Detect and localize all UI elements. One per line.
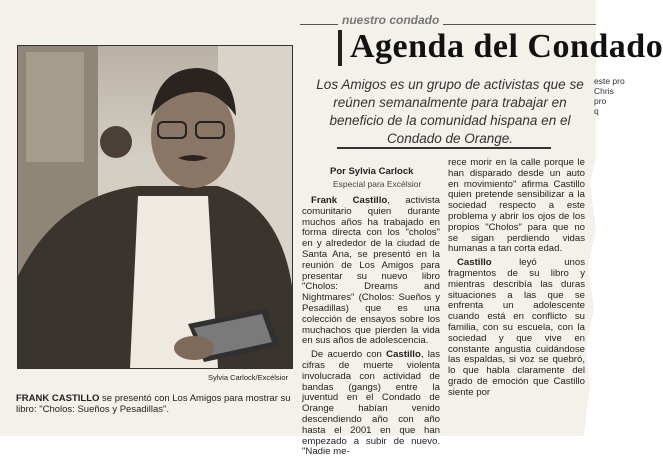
article-column-2 — [448, 158, 585, 402]
photo-illustration — [18, 46, 292, 368]
adjacent-line: este pro — [594, 76, 625, 86]
article-paragraph: Frank Castillo, activista comunitario quien durante muchos años ha trabajado en forma directa con los "cholos" en y alrededor de la ciudad de Santa Ana, se presentó en la reunión de Los Amigos para presentar su nuevo libro "Cholos: Dreams and Nightmares" (Cholos: Sueños y Pesadillas) que es una colección de ensayos sobre los muchachos que pierden la vida en sus años de adolescencia. — [302, 195, 440, 347]
caption-text: se presentó con Los Amigos para mostrar su libro: "Cholos: Sueños y Pesadillas". — [16, 393, 291, 415]
adjacent-line: Chris — [594, 86, 614, 96]
section-label: nuestro condado — [338, 13, 443, 27]
article-paragraph: Castillo leyó unos fragmentos de su libro y mientras describía las duras situaciones a las que se enfrenta un adolescente cuando está en conflicto su familia, con su escuela, con la sociedad y que vive en constante angustia cuidándose las espaldas, si voz se quebró, lo que habla claramente del grado de emoción que Castillo siente por — [448, 257, 585, 398]
person-name: Frank Castillo — [311, 195, 388, 206]
adjacent-column — [594, 76, 634, 116]
article-paragraph: rece morir en la calle porque le han disparado desde un auto en movimiento" afirma Castillo quien pretende sensibilizar a la sociedad respecto a este problema y abrir los ojos de los propios "Cholos" para que no se sigan perdiendo vidas humanas a tan corta edad. — [448, 157, 585, 255]
person-name: Castillo — [457, 257, 492, 269]
photo-caption — [16, 393, 298, 415]
headline: Agenda del Condado — [350, 28, 663, 65]
byline: Por Sylvia Carlock — [330, 166, 414, 177]
deck-subheading: Los Amigos es un grupo de activistas que se reúnen semanalmente para trabajar en beneficio de la comunidad hispana en el Condado de Orange. — [316, 77, 584, 146]
adjacent-line: q — [594, 106, 599, 116]
photo-frank-castillo — [17, 45, 293, 369]
headline-accent-rule — [338, 30, 342, 66]
person-name: Castillo — [386, 349, 421, 361]
byline-role: Especial para Excélsior — [333, 179, 422, 189]
photo-credit: Sylvia Carlock/Excélsior — [208, 373, 289, 382]
adjacent-line: pro — [594, 96, 607, 106]
article-paragraph: De acuerdo con Castillo, las cifras de muerte violenta involucrada con actividad de bandas (gangs) entre la juventud en el Condado de Orange habían venido descendiendo año con año hasta el 2001 en que han empezado a subir de nuevo. "Nadie me- — [302, 349, 440, 458]
caption-name: FRANK CASTILLO — [16, 393, 100, 404]
article-column-1 — [302, 196, 440, 461]
deck-rule — [337, 147, 551, 149]
